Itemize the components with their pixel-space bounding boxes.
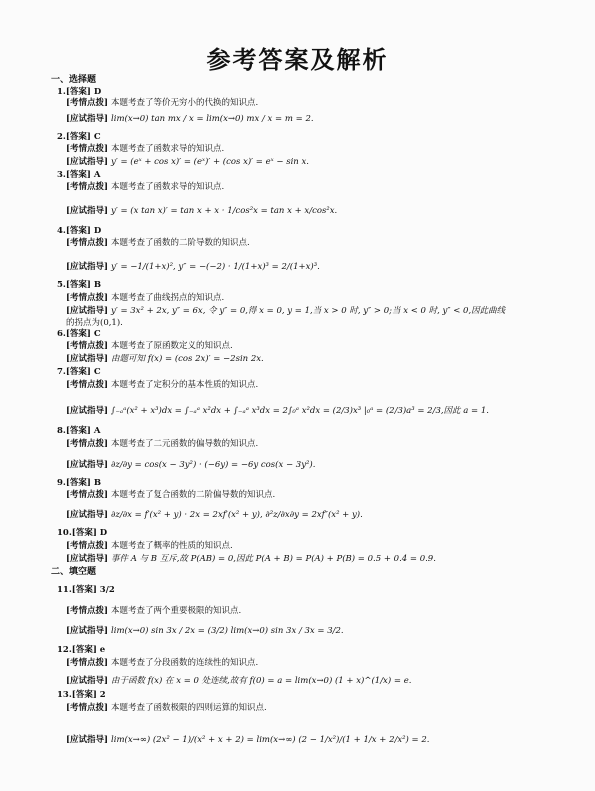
section-heading: 二、填空题 bbox=[51, 567, 97, 577]
continuation-text: 的拐点为(0,1). bbox=[66, 318, 123, 328]
answer-value: e bbox=[96, 645, 106, 655]
guide-label: [应试指导] bbox=[66, 460, 112, 470]
guide-text: 事件 A 与 B 互斥,故 P(AB) = 0,因此 P(A + B) = P(A) + P(B) = 0.5 + 0.4 = 0.9. bbox=[111, 554, 436, 564]
doc-line bbox=[57, 87, 101, 98]
doc-line bbox=[57, 170, 100, 181]
doc-line bbox=[57, 226, 101, 237]
point-text: 本题考查了函数求导的知识点. bbox=[111, 182, 225, 192]
answer-label: [答案] bbox=[71, 528, 97, 538]
question-number: 7. bbox=[57, 367, 66, 377]
point-label: [考情点拨] bbox=[66, 703, 112, 713]
doc-line bbox=[57, 585, 115, 596]
page-title: 参考答案及解析 bbox=[206, 45, 389, 74]
question-number: 4. bbox=[57, 226, 66, 236]
guide-text: ∫₋ₐᵃ(x² + x³)dx = ∫₋ₐᵃ x²dx + ∫₋ₐᵃ x³dx = 2∫₀ᵃ x²dx = (2/3)x³ |₀ᵃ = (2/3)a³ = 2/3,因此 a = 1. bbox=[111, 406, 489, 416]
point-text: 本题考查了两个重要极限的知识点. bbox=[111, 606, 242, 616]
point-label: [考情点拨] bbox=[66, 490, 112, 500]
question-number: 12. bbox=[57, 645, 72, 655]
answer-label: [答案] bbox=[65, 329, 91, 339]
answer-value: D bbox=[90, 226, 102, 236]
point-label: [考情点拨] bbox=[66, 98, 112, 108]
point-text: 本题考查了函数极限的四则运算的知识点. bbox=[111, 703, 267, 713]
answer-label: [答案] bbox=[65, 226, 91, 236]
point-text: 本题考查了二元函数的偏导数的知识点. bbox=[111, 439, 259, 449]
guide-text: ∂z/∂x = f′(x² + y) · 2x = 2xf′(x² + y), ∂²z/∂x∂y = 2xf″(x² + y). bbox=[111, 510, 363, 520]
answer-value: A bbox=[90, 170, 101, 180]
question-number: 1. bbox=[57, 87, 66, 97]
doc-line bbox=[66, 676, 411, 687]
doc-line bbox=[66, 658, 258, 669]
guide-label: [应试指导] bbox=[66, 306, 112, 316]
point-text: 本题考查了等价无穷小的代换的知识点. bbox=[111, 98, 259, 108]
point-label: [考情点拨] bbox=[66, 380, 112, 390]
point-text: 本题考查了原函数定义的知识点. bbox=[111, 341, 233, 351]
doc-line bbox=[66, 703, 267, 714]
doc-line bbox=[66, 554, 436, 565]
doc-line bbox=[57, 132, 101, 143]
doc-line bbox=[66, 98, 258, 109]
answer-label: [答案] bbox=[71, 645, 97, 655]
guide-text: lim(x→0) sin 3x / 2x = (3/2) lim(x→0) sin 3x / 3x = 3/2. bbox=[111, 626, 344, 636]
point-text: 本题考查了函数的二阶导数的知识点. bbox=[111, 238, 250, 248]
doc-line bbox=[66, 206, 337, 217]
answer-label: [答案] bbox=[71, 690, 97, 700]
guide-label: [应试指导] bbox=[66, 354, 112, 364]
guide-text: y′ = 3x² + 2x, y″ = 6x, 令 y″ = 0,得 x = 0, y = 1,当 x > 0 时, y″ > 0;当 x < 0 时, y″ < 0,因此曲线 bbox=[111, 306, 506, 316]
answer-value: A bbox=[90, 426, 101, 436]
answer-value: 2 bbox=[96, 690, 106, 700]
question-number: 6. bbox=[57, 329, 66, 339]
doc-line bbox=[66, 490, 275, 501]
question-number: 10. bbox=[57, 528, 72, 538]
doc-line bbox=[66, 626, 344, 637]
answer-value: B bbox=[90, 478, 102, 488]
answer-label: [答案] bbox=[65, 280, 91, 290]
point-label: [考情点拨] bbox=[66, 182, 112, 192]
answer-label: [答案] bbox=[65, 478, 91, 488]
point-label: [考情点拨] bbox=[66, 541, 112, 551]
doc-line bbox=[57, 426, 100, 437]
question-number: 9. bbox=[57, 478, 66, 488]
point-text: 本题考查了分段函数的连续性的知识点. bbox=[111, 658, 259, 668]
doc-line bbox=[66, 460, 315, 471]
doc-line bbox=[57, 528, 107, 539]
point-text: 本题考查了概率的性质的知识点. bbox=[111, 541, 233, 551]
point-text: 本题考查了曲线拐点的知识点. bbox=[111, 293, 225, 303]
answer-label: [答案] bbox=[65, 170, 91, 180]
section-heading: 一、选择题 bbox=[51, 75, 97, 85]
guide-text: lim(x→0) tan mx / x = lim(x→0) mx / x = m = 2. bbox=[111, 114, 314, 124]
answer-label: [答案] bbox=[65, 87, 91, 97]
doc-line bbox=[57, 329, 101, 340]
doc-line bbox=[66, 144, 224, 155]
guide-label: [应试指导] bbox=[66, 735, 112, 745]
guide-text: y′ = −1/(1+x)², y″ = −(−2) · 1/(1+x)³ = 2/(1+x)³. bbox=[111, 262, 320, 272]
doc-line bbox=[51, 75, 96, 86]
point-label: [考情点拨] bbox=[66, 658, 112, 668]
answer-label: [答案] bbox=[65, 426, 91, 436]
question-number: 11. bbox=[57, 585, 72, 595]
doc-line bbox=[66, 606, 241, 617]
question-number: 5. bbox=[57, 280, 66, 290]
question-number: 3. bbox=[57, 170, 66, 180]
point-label: [考情点拨] bbox=[66, 439, 112, 449]
doc-line bbox=[66, 541, 233, 552]
guide-text: ∂z/∂y = cos(x − 3y²) · (−6y) = −6y cos(x − 3y²). bbox=[111, 460, 316, 470]
answer-label: [答案] bbox=[71, 585, 97, 595]
doc-line bbox=[51, 567, 96, 578]
doc-line bbox=[66, 238, 250, 249]
doc-line bbox=[66, 318, 123, 329]
answer-label: [答案] bbox=[65, 367, 91, 377]
point-label: [考情点拨] bbox=[66, 238, 112, 248]
point-label: [考情点拨] bbox=[66, 293, 112, 303]
doc-line bbox=[66, 380, 258, 391]
answer-value: B bbox=[90, 280, 102, 290]
answer-label: [答案] bbox=[65, 132, 91, 142]
doc-line bbox=[66, 293, 224, 304]
doc-line bbox=[66, 406, 489, 417]
guide-label: [应试指导] bbox=[66, 676, 112, 686]
point-label: [考情点拨] bbox=[66, 606, 112, 616]
guide-text: y′ = (x tan x)′ = tan x + x · 1/cos²x = tan x + x/cos²x. bbox=[111, 206, 338, 216]
point-text: 本题考查了函数求导的知识点. bbox=[111, 144, 225, 154]
doc-line bbox=[57, 645, 105, 656]
guide-label: [应试指导] bbox=[66, 626, 112, 636]
doc-line bbox=[66, 114, 314, 125]
doc-line bbox=[66, 157, 309, 168]
guide-text: 由题可知 f(x) = (cos 2x)′ = −2sin 2x. bbox=[111, 354, 264, 364]
answer-value: D bbox=[96, 528, 108, 538]
guide-text: y′ = (eˣ + cos x)′ = (eˣ)′ + (cos x)′ = eˣ − sin x. bbox=[111, 157, 309, 167]
doc-line bbox=[57, 280, 101, 291]
doc-line bbox=[66, 354, 264, 365]
point-label: [考情点拨] bbox=[66, 144, 112, 154]
doc-line bbox=[66, 735, 430, 746]
guide-label: [应试指导] bbox=[66, 406, 112, 416]
doc-line bbox=[66, 439, 258, 450]
guide-label: [应试指导] bbox=[66, 206, 112, 216]
guide-label: [应试指导] bbox=[66, 262, 112, 272]
doc-line bbox=[66, 306, 505, 317]
guide-text: 由于函数 f(x) 在 x = 0 处连续,故有 f(0) = a = lim(x→0) (1 + x)^(1/x) = e. bbox=[111, 676, 412, 686]
doc-line bbox=[57, 478, 101, 489]
doc-line bbox=[66, 510, 363, 521]
guide-label: [应试指导] bbox=[66, 554, 112, 564]
doc-line bbox=[66, 341, 233, 352]
doc-line bbox=[57, 690, 106, 701]
guide-label: [应试指导] bbox=[66, 510, 112, 520]
guide-label: [应试指导] bbox=[66, 114, 112, 124]
doc-line bbox=[66, 262, 320, 273]
answer-value: 3/2 bbox=[96, 585, 115, 595]
answer-value: C bbox=[90, 132, 101, 142]
doc-line bbox=[57, 367, 101, 378]
answer-value: C bbox=[90, 329, 101, 339]
point-label: [考情点拨] bbox=[66, 341, 112, 351]
question-number: 8. bbox=[57, 426, 66, 436]
point-text: 本题考查了定积分的基本性质的知识点. bbox=[111, 380, 259, 390]
guide-label: [应试指导] bbox=[66, 157, 112, 167]
guide-text: lim(x→∞) (2x² − 1)/(x² + x + 2) = lim(x→∞) (2 − 1/x²)/(1 + 1/x + 2/x²) = 2. bbox=[111, 735, 430, 745]
question-number: 2. bbox=[57, 132, 66, 142]
doc-line bbox=[66, 182, 224, 193]
question-number: 13. bbox=[57, 690, 72, 700]
answer-value: C bbox=[90, 367, 101, 377]
point-text: 本题考查了复合函数的二阶偏导数的知识点. bbox=[111, 490, 276, 500]
answer-value: D bbox=[90, 87, 102, 97]
